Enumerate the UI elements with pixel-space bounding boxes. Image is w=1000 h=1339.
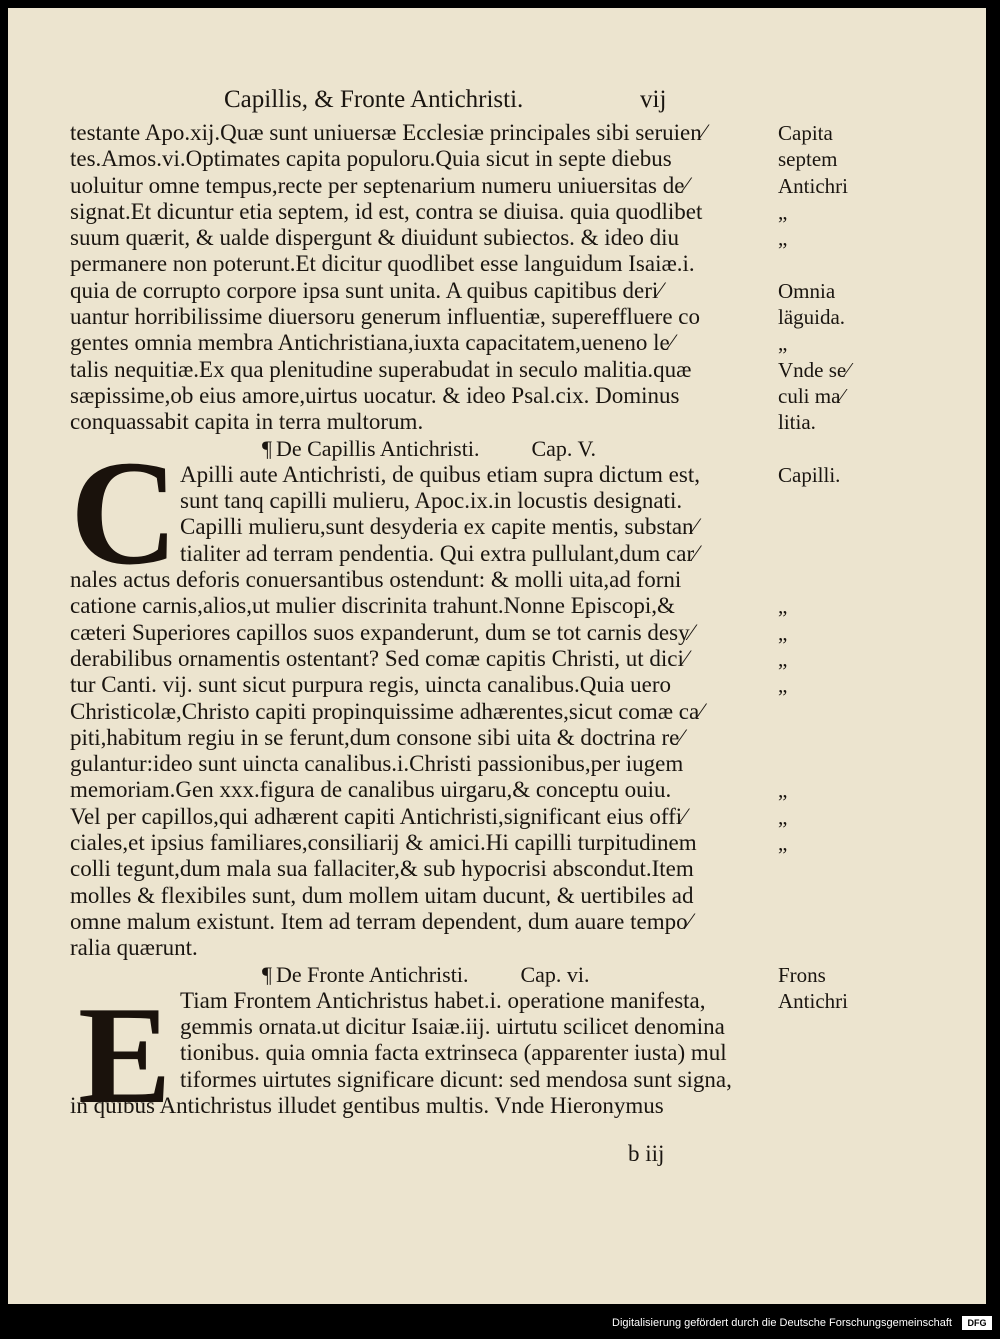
chapter-number: Cap. vi.	[520, 961, 590, 987]
margin-note: „	[778, 804, 788, 829]
pilcrow-icon: ¶	[262, 435, 272, 461]
margin-note	[778, 751, 918, 777]
margin-note: Omnia	[778, 278, 836, 303]
signature-mark: b iij	[628, 1141, 665, 1166]
margin-note	[778, 856, 918, 882]
text-line: tialiter ad terram pendentia. Qui extra pullulant,dum car⁄	[180, 540, 698, 566]
text-line: Vel per capillos,qui adhærent capiti Antichristi,significant eius offi⁄	[70, 803, 686, 829]
margin-note: Vnde se⁄	[778, 357, 850, 382]
text-line: ciales,et ipsius familiares,consiliarij & amici.Hi capilli turpitudinem	[70, 830, 697, 856]
margin-note	[778, 251, 918, 277]
text-line: Apilli aute Antichristi, de quibus etiam supra dictum est,	[180, 461, 700, 487]
margin-note: culi ma⁄	[778, 383, 844, 408]
decorated-initial-c: C	[70, 430, 179, 596]
decorated-initial-e: E	[78, 978, 172, 1133]
text-line: molles & flexibiles sunt, dum mollem uitam ducunt, & uertibiles ad	[70, 882, 694, 908]
text-line: sunt tanq capilli mulieru, Apoc.ix.in locustis designati.	[180, 488, 683, 514]
text-line: Capilli mulieru,sunt desyderia ex capite mentis, substan⁄	[180, 514, 698, 540]
text-line: suum quærit, & ualde dispergunt & diuidunt subiectos. & ideo diu	[70, 225, 680, 251]
text-line: tionibus. quia omnia facta extrinseca (apparenter iusta) mul	[180, 1040, 727, 1066]
margin-note: „	[778, 673, 788, 698]
margin-note	[778, 488, 918, 514]
margin-note	[778, 514, 918, 540]
chapter-heading	[70, 962, 770, 988]
margin-note: „	[778, 594, 788, 619]
margin-note: Capita	[778, 121, 833, 145]
book-page	[8, 8, 986, 1304]
margin-note	[778, 567, 918, 593]
margin-note: Antichri	[778, 988, 848, 1013]
text-line: sæpissime,ob eius amore,uirtus uocatur. & ideo Psal.cix. Dominus	[70, 382, 680, 408]
margin-note: „	[778, 778, 788, 803]
margin-note	[778, 935, 918, 961]
chapter-title: De Capillis Antichristi.	[275, 435, 480, 461]
text-line: nales actus deforis conuersantibus ostendunt: & molli uita,ad forni	[70, 567, 682, 593]
margin-notes	[778, 120, 918, 1014]
text-line: tes.Amos.vi.Optimates capita populoru.Quia sicut in septe diebus	[70, 146, 672, 172]
text-line: colli tegunt,dum mala sua fallaciter,& sub hypocrisi abscondut.Item	[70, 856, 694, 882]
margin-note: litia.	[778, 410, 816, 435]
text-line: uoluitur omne tempus,recte per septenarium numeru uniuersitas de⁄	[70, 172, 689, 198]
text-line: uantur horribilissime diuersoru generum influentiæ, supereffluere co	[70, 304, 700, 330]
folio-number: vij	[640, 86, 667, 113]
text-line: ralia quærunt.	[70, 935, 198, 961]
text-line: gentes omnia membra Antichristiana,iuxta capacitatem,ueneno le⁄	[70, 330, 674, 356]
funding-credit: Digitalisierung gefördert durch die Deutsche Forschungsgemeinschaft	[612, 1317, 952, 1329]
margin-note: Antichri	[778, 173, 848, 198]
text-line: gulantur:ideo sunt uincta canalibus.i.Christi passionibus,per iugem	[70, 751, 684, 777]
margin-note: Capilli.	[778, 462, 841, 487]
text-line: Tiam Frontem Antichristus habet.i. operatione manifesta,	[180, 987, 706, 1013]
chapter-number: Cap. V.	[531, 435, 597, 461]
chapter-title: De Fronte Antichristi.	[275, 961, 469, 987]
text-line: signat.Et dicuntur etia septem, id est, contra se diuisa. quia quodlibet	[70, 198, 703, 224]
text-line: tur Canti. vij. sunt sicut purpura regis, uincta canalibus.Quia uero	[70, 672, 672, 698]
text-line: omne malum existunt. Item ad terram dependent, dum auare tempo⁄	[70, 908, 692, 934]
margin-note	[778, 541, 918, 567]
margin-note: läguida.	[778, 305, 846, 330]
margin-note: „	[778, 331, 788, 356]
text-line: talis nequitiæ.Ex qua plenitudine superabudat in seculo malitia.quæ	[70, 356, 692, 382]
text-line: quia de corrupto corpore ipsa sunt unita. A quibus capitibus deri⁄	[70, 277, 663, 303]
text-line: Christicolæ,Christo capiti propinquissime adhærentes,sicut comæ ca⁄	[70, 698, 704, 724]
dfg-logo: DFG	[962, 1316, 992, 1330]
text-line: cæteri Superiores capillos suos expanderunt, dum se tot carnis desy⁄	[70, 619, 694, 645]
text-line: catione carnis,alios,ut mulier discrinita trahunt.Nonne Episcopi,&	[70, 593, 675, 619]
margin-note: „	[778, 226, 788, 251]
text-line: in quibus Antichristus illudet gentibus multis. Vnde Hieronymus	[70, 1092, 664, 1118]
margin-note: „	[778, 646, 788, 671]
margin-note	[778, 883, 918, 909]
text-line: conquassabit capita in terra multorum.	[70, 409, 424, 435]
text-line: derabilibus ornamentis ostentant? Sed comæ capitis Christi, ut dici⁄	[70, 645, 688, 671]
main-text	[70, 120, 770, 1133]
margin-note	[778, 436, 918, 462]
text-line: memoriam.Gen xxx.figura de canalibus uirgaru,& conceptu ouiu.	[70, 777, 672, 803]
margin-note	[778, 699, 918, 725]
running-title: Capillis, & Fronte Antichristi.	[224, 86, 524, 113]
margin-note: „	[778, 831, 788, 856]
margin-note: Frons	[778, 962, 826, 987]
margin-note	[778, 909, 918, 935]
margin-note: septem	[778, 147, 838, 172]
margin-note	[778, 725, 918, 751]
text-line: permanere non poterunt.Et dicitur quodlibet esse languidum Isaiæ.i.	[70, 251, 695, 277]
pilcrow-icon: ¶	[262, 961, 272, 987]
text-line: piti,habitum regiu in se ferunt,dum consone sibi uita & doctrina re⁄	[70, 724, 684, 750]
margin-note: „	[778, 620, 788, 645]
text-line: testante Apo.xij.Quæ sunt uniuersæ Ecclesiæ principales sibi seruien⁄	[70, 120, 706, 145]
text-line: gemmis ornata.ut dicitur Isaiæ.iij. uirtutu scilicet denomina	[180, 1014, 725, 1040]
text-line: tiformes uirtutes significare dicunt: sed mendosa sunt signa,	[180, 1066, 732, 1092]
margin-note: „	[778, 199, 788, 224]
